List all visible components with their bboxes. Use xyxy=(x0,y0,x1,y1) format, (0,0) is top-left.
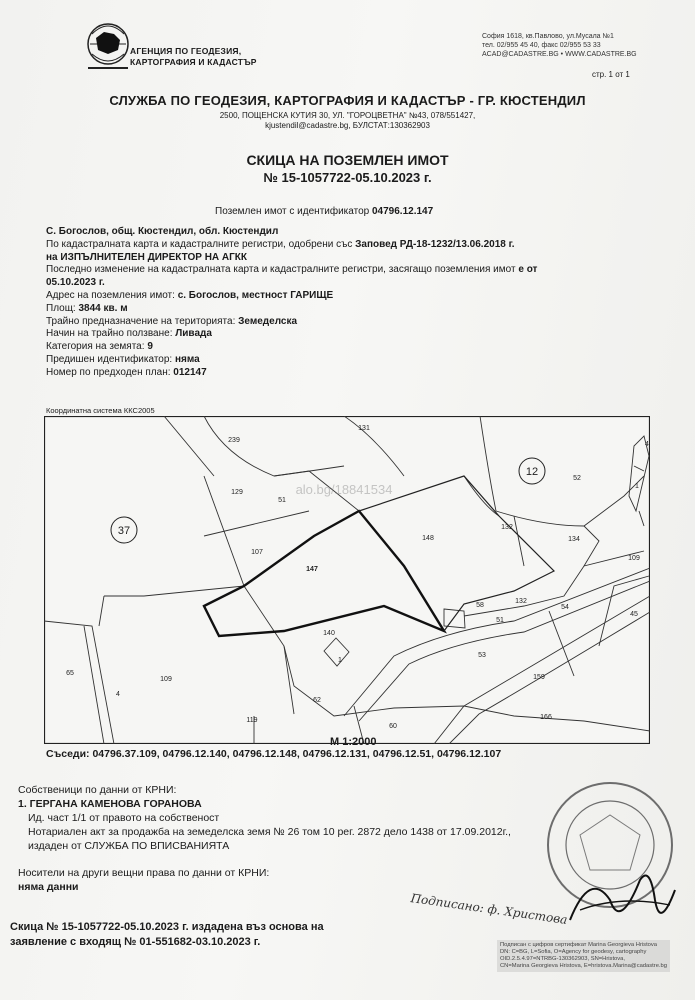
parcel-label: 129 xyxy=(231,489,243,496)
footer-issue: Скица № 15-1057722-05.10.2023 г. издадена въз основа на заявление с входящ № 01-551682-03.10.2023 г. xyxy=(10,921,324,948)
parcel-label: 1 xyxy=(338,657,342,664)
parcel-label: 119 xyxy=(246,717,258,724)
parcel-label: 148 xyxy=(422,535,434,542)
handwritten-signature xyxy=(560,860,680,940)
parcel-label: 131 xyxy=(358,425,370,432)
parcel-label: 52 xyxy=(573,475,581,482)
parcel-label: 65 xyxy=(66,670,74,677)
parcel-label: 53 xyxy=(478,652,486,659)
parcel-label: 107 xyxy=(251,549,263,556)
parcel-label: 132 xyxy=(515,598,527,605)
parcel-label: 58 xyxy=(476,602,484,609)
identifier-line: Поземлен имот с идентификатор 04796.12.147 xyxy=(215,206,434,217)
coordinate-system: Координатна система ККС2005 xyxy=(46,406,155,415)
parcel-label: 51 xyxy=(278,497,286,504)
document-title: СКИЦА НА ПОЗЕМЛЕН ИМОТ xyxy=(246,152,449,168)
neighbors: Съседи: 04796.37.109, 04796.12.140, 04796.12.148, 04796.12.131, 04796.12.51, 04796.12.107 xyxy=(46,748,502,760)
agency-name: АГЕНЦИЯ ПО ГЕОДЕЗИЯ, КАРТОГРАФИЯ И КАДАСТЪР xyxy=(130,46,257,67)
parcel-label: 132 xyxy=(501,524,513,531)
signature-label: Подписано: ф. Христова xyxy=(409,891,569,927)
watermark: alo.bg/18841534 xyxy=(295,482,393,497)
office-address: 2500, ПОЩЕНСКА КУТИЯ 30, УЛ. "ГОРОЦВЕТНА" №43, 078/551427, kjustendil@cadastre.bg, БУЛСТАТ:130362903 xyxy=(219,111,476,130)
agency-contacts: София 1618, кв.Павлово, ул.Мусала №1 тел. 02/955 45 40, факс 02/955 53 33 ACAD@CADASTRE.BG • WWW.CADASTRE.BG xyxy=(482,33,637,58)
parcel-label: 62 xyxy=(313,697,321,704)
parcel-label: 109 xyxy=(160,676,172,683)
map-scale: М 1:2000 xyxy=(330,736,377,748)
cadastral-map xyxy=(44,416,650,744)
parcel-label: 45 xyxy=(630,611,638,618)
parcel-label: 60 xyxy=(389,723,397,730)
parcel-label: 166 xyxy=(540,714,552,721)
map-frame xyxy=(45,417,650,744)
parcel-label: 12 xyxy=(525,466,539,478)
digital-signature-info: Подписан с цифров сертификат Marina Georgieva Hristova DN: C=BG, L=Sofia, O=Agency for geodesy, cartography OID.2.5.4.97=NTRBG-130362903, SN=Hristova, CN=Marina Georgieva Hristova, E=hristova.Marina@cadastre.bg xyxy=(497,940,670,972)
parcel-label: 239 xyxy=(228,437,240,444)
page-number: стр. 1 от 1 xyxy=(592,70,630,79)
parcel-label: 51 xyxy=(496,617,504,624)
parcel-label: 109 xyxy=(628,555,640,562)
parcel-label: 37 xyxy=(117,525,131,537)
parcel-label: 134 xyxy=(568,536,580,543)
parcel-label: 159 xyxy=(533,674,545,681)
other-rights-section: Носители на други вещни права по данни от КРНИ: няма данни xyxy=(18,867,270,893)
owners-section: Собственици по данни от КРНИ: 1. ГЕРГАНА КАМЕНОВА ГОРАНОВА Ид. част 1/1 от правото на собственост Нотариален акт за продажба на земеделска земя № 26 том 10 рег. 2872 дело 1438 от 17.09.2012г., издаден от СЛУЖБА ПО ВПИСВАНИЯТА xyxy=(18,784,511,852)
parcel-label: 1 xyxy=(635,483,639,490)
parcel-label: 140 xyxy=(323,630,335,637)
document-number: № 15-1057722-05.10.2023 г. xyxy=(263,170,432,185)
office-title: СЛУЖБА ПО ГЕОДЕЗИЯ, КАРТОГРАФИЯ И КАДАСТЪР - ГР. КЮСТЕНДИЛ xyxy=(109,93,586,108)
agency-logo xyxy=(84,20,132,76)
parcel-label: 147 xyxy=(306,566,318,573)
parcel-label: 4 xyxy=(645,441,649,448)
parcel-label: 4 xyxy=(116,691,120,698)
parcel-label: 54 xyxy=(561,604,569,611)
property-info: С. Богослов, общ. Кюстендил, обл. Кюстендил По кадастралната карта и кадастралните регистри, одобрени със Заповед РД-18-1232/13.06.2018 г. на ИЗПЪЛНИТЕЛЕН ДИРЕКТОР НА АГКК Последно изменение на кадастралната карта и кадастралните регистри, засягащо поземления имот е от 05.10.2023 г. Адрес на поземления имот: с. Богослов, местност ГАРИЩЕ Площ: 3844 кв. м Трайно предназначение на територията: Земеделска Начин на трайно ползване: Ливада Категория на земята: 9 Предишен идентификатор: няма Номер по предходен план: 012147 xyxy=(46,226,538,378)
